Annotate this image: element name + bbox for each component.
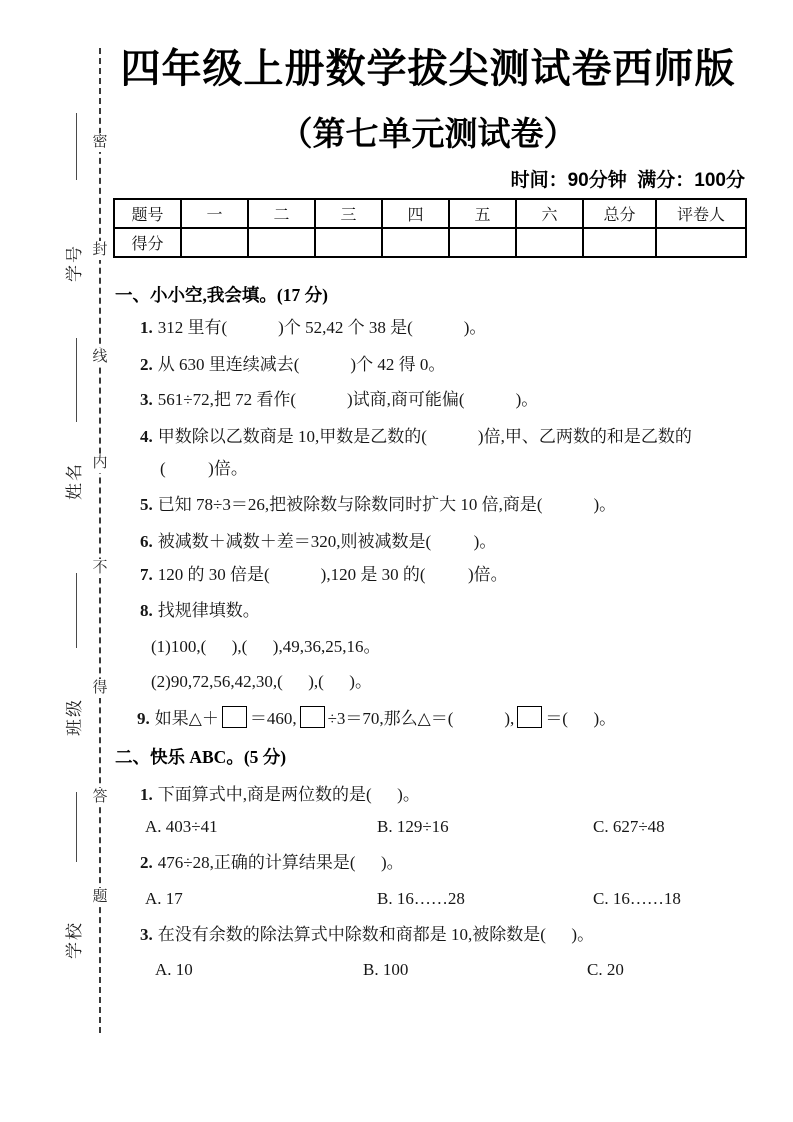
score-cell bbox=[181, 228, 248, 257]
square-symbol bbox=[222, 706, 247, 728]
question-text: 120 的 30 倍是( ),120 是 30 的( )倍。 bbox=[157, 565, 508, 584]
section2-heading: 二、快乐 ABC。(5 分) bbox=[115, 747, 287, 767]
paper-subtitle: （第七单元测试卷） bbox=[279, 115, 577, 152]
s1-question-2 bbox=[140, 354, 445, 375]
score-cell bbox=[315, 228, 382, 257]
s1-question-5 bbox=[140, 494, 616, 515]
s1-question-7 bbox=[140, 564, 508, 585]
option-b: B. 100 bbox=[363, 960, 409, 979]
question-number: 6. bbox=[140, 532, 153, 551]
option-b: B. 129÷16 bbox=[377, 817, 449, 836]
question-text-continued: ( )倍。 bbox=[160, 459, 248, 478]
seal-char-da: 答 bbox=[89, 788, 111, 807]
student-number-label: 学号 bbox=[65, 244, 84, 282]
s1-question-4 bbox=[140, 426, 692, 447]
header-part-2: 二 bbox=[248, 199, 315, 228]
score-cell bbox=[382, 228, 449, 257]
option-a: A. 10 bbox=[155, 960, 193, 979]
question-text: 561÷72,把 72 看作( )试商,商可能偏( )。 bbox=[157, 390, 539, 409]
s2-question-2 bbox=[140, 852, 404, 873]
s2-question-1 bbox=[140, 784, 420, 805]
sub-question-text: (2)90,72,56,42,30,( ),( )。 bbox=[151, 672, 372, 691]
question-number: 3. bbox=[140, 925, 153, 944]
seal-char-de: 得 bbox=[89, 679, 111, 698]
question-text: 甲数除以乙数商是 10,甲数是乙数的( )倍,甲、乙两数的和是乙数的 bbox=[157, 427, 692, 446]
s2-question-3-options bbox=[115, 960, 775, 982]
header-total: 总分 bbox=[583, 199, 656, 228]
score-row-label: 得分 bbox=[114, 228, 181, 257]
question-text: 被减数＋减数＋差＝320,则被减数是( )。 bbox=[157, 532, 497, 551]
question-text: 下面算式中,商是两位数的是( )。 bbox=[157, 785, 420, 804]
class-label: 班级 bbox=[65, 698, 84, 736]
question-text: ÷3＝70,那么△＝( ), bbox=[327, 709, 515, 728]
name-label: 姓名 bbox=[65, 462, 84, 500]
question-number: 4. bbox=[140, 427, 153, 446]
question-number: 2. bbox=[140, 853, 153, 872]
header-grader: 评卷人 bbox=[656, 199, 746, 228]
s1-question-8-sub2 bbox=[151, 671, 372, 692]
sub-question-text: (1)100,( ),( ),49,36,25,16。 bbox=[151, 637, 381, 656]
score-cell bbox=[248, 228, 315, 257]
s1-question-1 bbox=[140, 317, 486, 338]
question-text: 如果△＋ bbox=[154, 709, 219, 728]
question-text: 找规律填数。 bbox=[157, 601, 260, 620]
s1-question-8 bbox=[140, 600, 260, 621]
square-symbol bbox=[517, 706, 542, 728]
school-writing-line bbox=[76, 792, 77, 862]
header-part-4: 四 bbox=[382, 199, 449, 228]
question-text: 已知 78÷3＝26,把被除数与除数同时扩大 10 倍,商是( )。 bbox=[157, 495, 617, 514]
school-label: 学校 bbox=[65, 921, 84, 959]
score-cell bbox=[516, 228, 583, 257]
question-number: 2. bbox=[140, 355, 153, 374]
s1-question-4-line2 bbox=[160, 458, 248, 479]
option-a: A. 17 bbox=[145, 889, 183, 908]
question-number: 1. bbox=[140, 785, 153, 804]
header-part-3: 三 bbox=[315, 199, 382, 228]
option-c: C. 16……18 bbox=[593, 889, 681, 908]
question-text: 在没有余数的除法算式中除数和商都是 10,被除数是( )。 bbox=[157, 925, 595, 944]
question-number: 7. bbox=[140, 565, 153, 584]
time-and-score-info: 时间：90分钟 满分：100分 bbox=[510, 170, 745, 191]
question-text: 从 630 里连续减去( )个 42 得 0。 bbox=[157, 355, 446, 374]
score-cell bbox=[656, 228, 746, 257]
score-cell bbox=[449, 228, 516, 257]
section1-heading: 一、小小空,我会填。(17 分) bbox=[115, 285, 328, 305]
seal-char-feng: 封 bbox=[89, 241, 111, 260]
question-text: ＝460, bbox=[249, 709, 297, 728]
s1-question-3 bbox=[140, 389, 538, 410]
question-number: 1. bbox=[140, 318, 153, 337]
score-cell bbox=[583, 228, 656, 257]
s2-question-1-options bbox=[115, 817, 775, 839]
question-text: 476÷28,正确的计算结果是( )。 bbox=[157, 853, 404, 872]
header-question-number: 题号 bbox=[114, 199, 181, 228]
seal-char-xian: 线 bbox=[89, 348, 111, 367]
seal-char-bu: 不 bbox=[89, 559, 111, 578]
header-part-1: 一 bbox=[181, 199, 248, 228]
question-number: 8. bbox=[140, 601, 153, 620]
seal-char-nei: 内 bbox=[89, 454, 111, 473]
seal-dashed-line bbox=[99, 48, 101, 1033]
s1-question-9 bbox=[137, 706, 616, 729]
seal-char-mi: 密 bbox=[89, 133, 111, 152]
s2-question-3 bbox=[140, 924, 594, 945]
score-table-header-row bbox=[114, 199, 746, 228]
option-a: A. 403÷41 bbox=[145, 817, 218, 836]
header-part-5: 五 bbox=[449, 199, 516, 228]
question-number: 9. bbox=[137, 709, 150, 728]
header-part-6: 六 bbox=[516, 199, 583, 228]
s1-question-8-sub1 bbox=[151, 636, 380, 657]
option-b: B. 16……28 bbox=[377, 889, 465, 908]
score-table bbox=[113, 198, 747, 258]
question-text: 312 里有( )个 52,42 个 38 是( )。 bbox=[157, 318, 487, 337]
question-number: 3. bbox=[140, 390, 153, 409]
question-number: 5. bbox=[140, 495, 153, 514]
square-symbol bbox=[300, 706, 325, 728]
seal-char-ti: 题 bbox=[89, 888, 111, 907]
option-c: C. 20 bbox=[587, 960, 624, 979]
option-c: C. 627÷48 bbox=[593, 817, 665, 836]
s2-question-2-options bbox=[115, 889, 775, 911]
name-writing-line bbox=[76, 338, 77, 422]
student-number-writing-line bbox=[76, 113, 77, 180]
question-text: ＝( )。 bbox=[545, 709, 617, 728]
class-writing-line bbox=[76, 573, 77, 648]
s1-question-6 bbox=[140, 531, 496, 552]
score-table-score-row bbox=[114, 228, 746, 257]
paper-title: 四年级上册数学拔尖测试卷西师版 bbox=[120, 47, 736, 91]
